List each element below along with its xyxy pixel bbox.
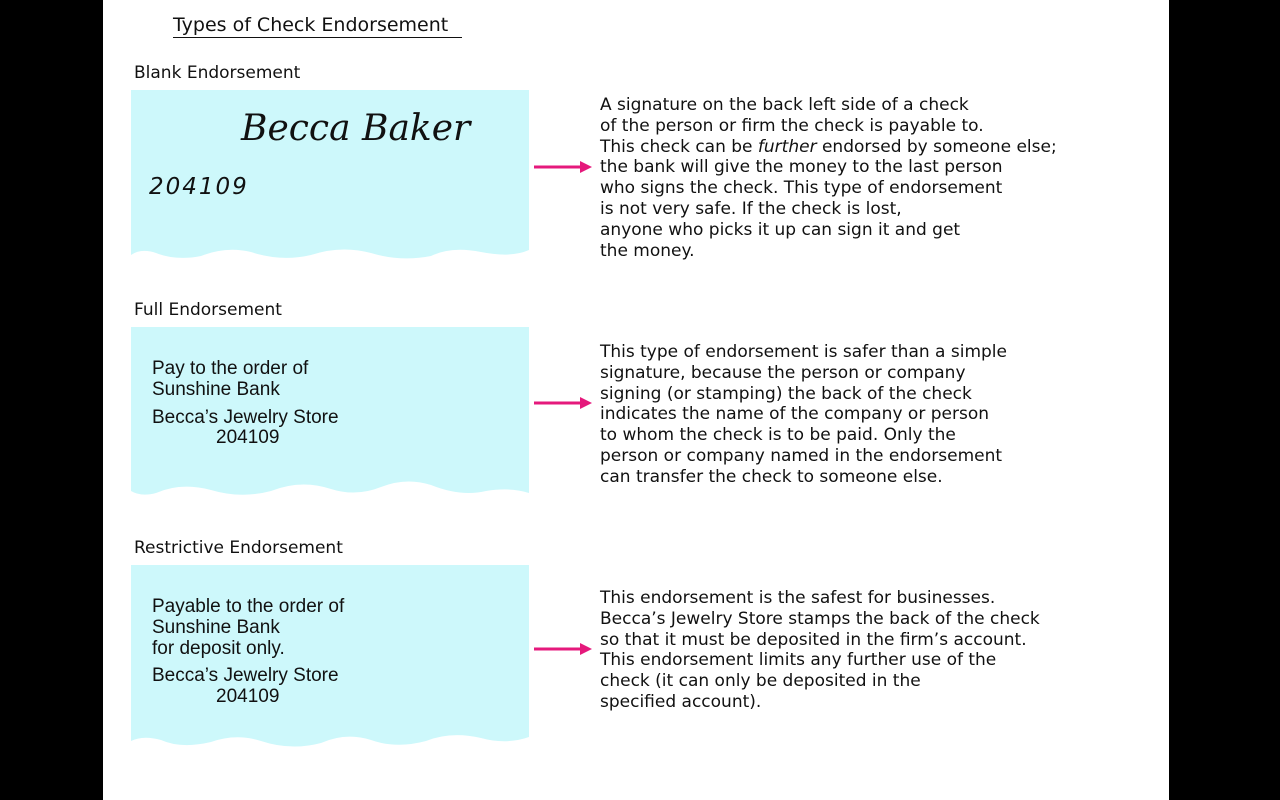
full-endorsement-description	[600, 342, 1007, 488]
desc-line: who signs the check. This type of endorsement	[600, 178, 1003, 199]
desc-line: anyone who picks it up can sign it and get	[600, 219, 961, 240]
arrow-right-icon	[534, 642, 594, 656]
check-line: Payable to the order of	[152, 596, 345, 617]
desc-emphasis: further	[757, 136, 817, 157]
blank-endorsement-description	[600, 95, 1057, 261]
desc-line: to whom the check is to be paid. Only the	[600, 425, 956, 446]
check-line: Becca’s Jewelry Store	[152, 665, 339, 686]
desc-line	[600, 137, 1057, 158]
check-line: Sunshine Bank	[152, 379, 280, 400]
check-line: 204109	[216, 686, 280, 707]
arrow-right-icon	[534, 396, 594, 410]
arrow-right-icon	[534, 160, 594, 174]
desc-line: so that it must be deposited in the firm’s account.	[600, 629, 1027, 650]
title-underline	[173, 37, 462, 38]
restrictive-endorsement-check	[131, 565, 529, 737]
desc-line: specified account).	[600, 691, 762, 712]
desc-line: Becca’s Jewelry Store stamps the back of the check	[600, 608, 1040, 629]
check-line: Pay to the order of	[152, 358, 309, 379]
desc-line: signature, because the person or company	[600, 362, 966, 383]
desc-line: This endorsement is the safest for businesses.	[600, 588, 996, 608]
desc-text: This check can be	[600, 136, 758, 157]
desc-line: indicates the name of the company or person	[600, 404, 989, 425]
desc-line: is not very safe. If the check is lost,	[600, 198, 902, 219]
desc-line: A signature on the back left side of a check	[600, 95, 969, 115]
full-endorsement-check	[131, 327, 529, 499]
account-number: 204109	[149, 174, 249, 200]
signature: Becca Baker	[241, 108, 471, 149]
full-endorsement-label: Full Endorsement	[134, 300, 282, 320]
page-title: Types of Check Endorsement	[173, 14, 449, 36]
blank-endorsement-label: Blank Endorsement	[134, 63, 301, 83]
blank-endorsement-check	[131, 90, 529, 262]
desc-line: can transfer the check to someone else.	[600, 466, 943, 487]
desc-line: signing (or stamping) the back of the check	[600, 383, 972, 404]
desc-line: the money.	[600, 240, 695, 261]
desc-line: This endorsement limits any further use of the	[600, 650, 997, 671]
desc-line: check (it can only be deposited in the	[600, 671, 921, 692]
desc-line: the bank will give the money to the last person	[600, 157, 1003, 178]
check-line: 204109	[216, 427, 280, 448]
desc-line: person or company named in the endorsement	[600, 445, 1003, 466]
slide-page	[103, 0, 1169, 800]
desc-text: endorsed by someone else;	[816, 136, 1057, 157]
desc-line: This type of endorsement is safer than a simple	[600, 342, 1007, 362]
desc-line: of the person or firm the check is payable to.	[600, 115, 984, 136]
check-line: for deposit only.	[152, 638, 285, 659]
check-line: Becca’s Jewelry Store	[152, 407, 339, 428]
check-line: Sunshine Bank	[152, 617, 280, 638]
restrictive-endorsement-description	[600, 588, 1040, 713]
restrictive-endorsement-label: Restrictive Endorsement	[134, 538, 343, 558]
